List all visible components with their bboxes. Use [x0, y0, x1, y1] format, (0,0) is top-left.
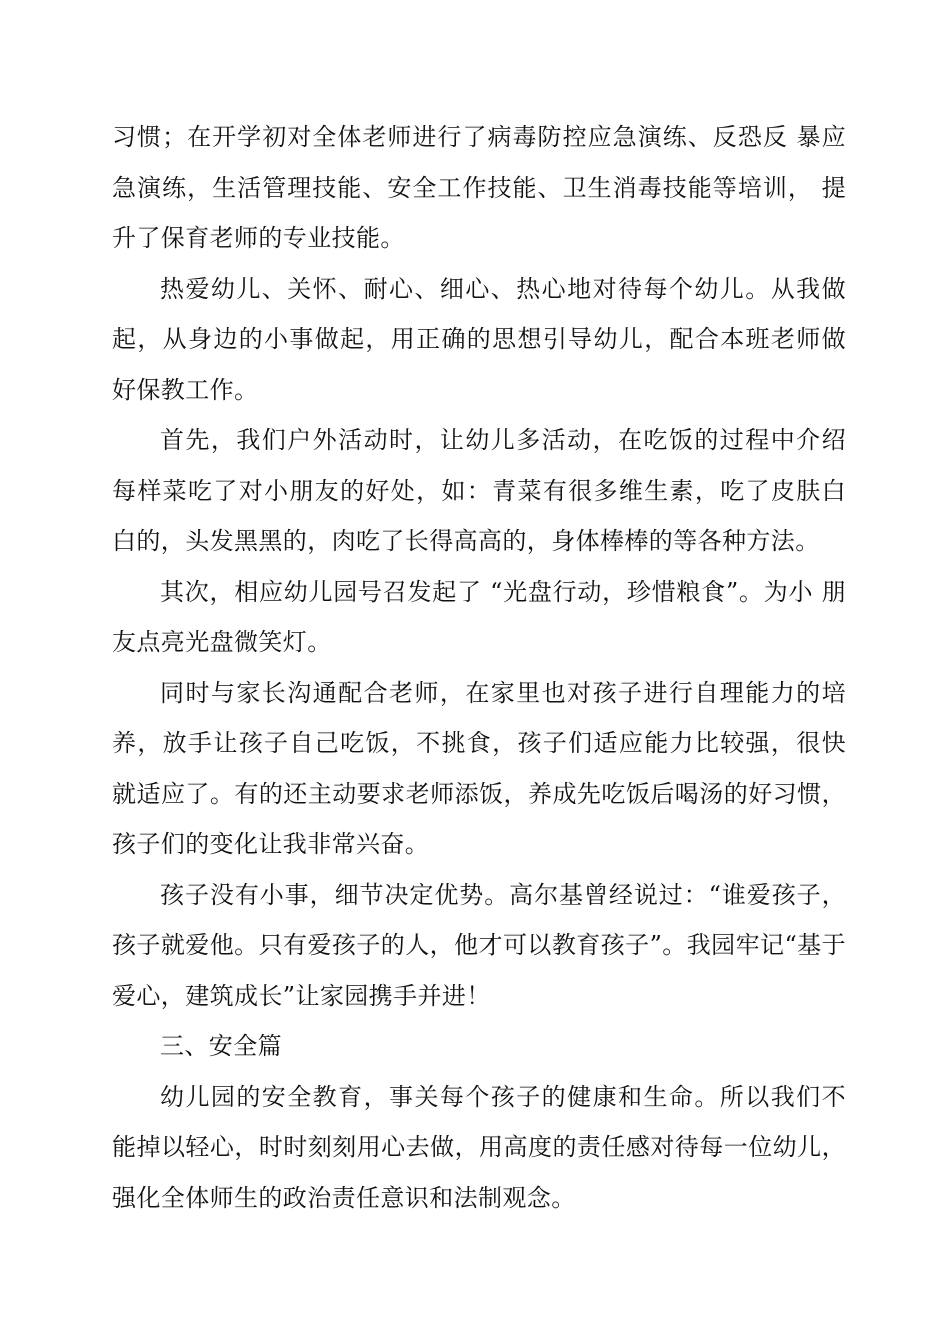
paragraph-safety-education: 幼儿园的安全教育，事关每个孩子的健康和生命。所以我们不 能掉以轻心，时时刻刻用心去做，用高度的责任感对待每一位幼儿， 强化全体师生的政治责任意识和法制观念。: [112, 1082, 846, 1212]
paragraph-details-matter: 孩子没有小事，细节决定优势。高尔基曾经说过：“谁爱孩子，孩子就爱他。只有爱孩子的人，他才可以教育孩子”。我园牢记“基于爱心，建筑成长”让家园携手并进！: [112, 880, 846, 1010]
paragraph-love-children: 热爱幼儿、关怀、耐心、细心、热心地对待每个幼儿。从我做起，从身边的小事做起，用正确的思想引导幼儿，配合本班老师做 好保教工作。: [112, 274, 846, 404]
paragraph-outdoor-activities: 首先，我们户外活动时，让幼儿多活动，在吃饭的过程中介绍 每样菜吃了对小朋友的好处，如：青菜有很多维生素，吃了皮肤白 白的，头发黑黑的，肉吃了长得高高的，身体棒棒的等各种方法。: [112, 426, 846, 555]
paragraph-clean-plate-campaign: 其次，相应幼儿园号召发起了 “光盘行动，珍惜粮食”。为小 朋友点亮光盘微笑灯。: [112, 577, 846, 656]
document-body: [112, 112, 846, 1223]
paragraph-continued-habits: 习惯；在开学初对全体老师进行了病毒防控应急演练、反恐反 暴应急演练，生活管理技能、安全工作技能、卫生消毒技能等培训， 提升了保育老师的专业技能。: [112, 123, 846, 252]
paragraph-parent-communication: 同时与家长沟通配合老师，在家里也对孩子进行自理能力的培养，放手让孩子自己吃饭，不挑食，孩子们适应能力比较强，很快 就适应了。有的还主动要求老师添饭，养成先吃饭后喝汤的好习惯， 孩子们的变化让我非常兴奋。: [112, 678, 846, 858]
section-heading-safety: 三、安全篇: [160, 1032, 282, 1060]
